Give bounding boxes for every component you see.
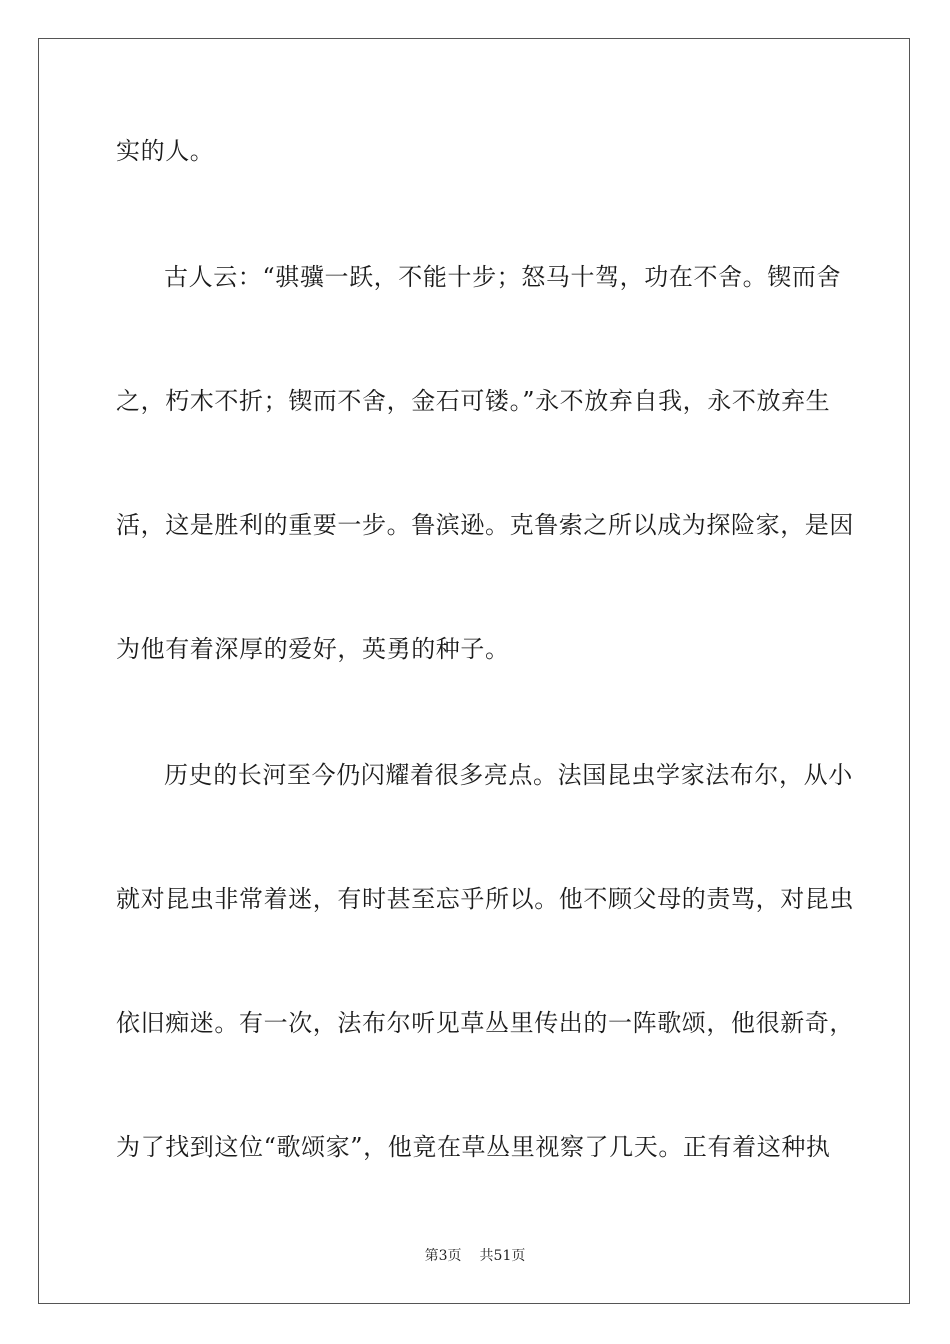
text-line-3: 之，朽木不折；锲而不舍，金石可镂。”永不放弃自我，永不放弃生 — [116, 387, 831, 415]
text-line-8: 依旧痴迷。有一次，法布尔听见草丛里传出的一阵歌颂，他很新奇， — [116, 1009, 854, 1037]
text-line-7: 就对昆虫非常着迷，有时甚至忘乎所以。他不顾父母的责骂，对昆虫 — [116, 885, 854, 913]
text-line-1: 实的人。 — [116, 137, 215, 165]
text-line-5: 为他有着深厚的爱好，英勇的种子。 — [116, 635, 510, 663]
text-line-2: 古人云：“骐骥一跃，不能十步；怒马十驾，功在不舍。锲而舍 — [164, 263, 842, 291]
page-border — [38, 38, 910, 1304]
text-line-6: 历史的长河至今仍闪耀着很多亮点。法国昆虫学家法布尔，从小 — [164, 761, 853, 789]
text-line-9: 为了找到这位“歌颂家”，他竟在草丛里视察了几天。正有着这种执 — [116, 1133, 831, 1161]
text-line-4: 活，这是胜利的重要一步。鲁滨逊。克鲁索之所以成为探险家，是因 — [116, 511, 854, 539]
page-number: 第3页 — [424, 1248, 462, 1264]
page-footer — [0, 1246, 950, 1266]
page-total: 共51页 — [479, 1248, 526, 1264]
